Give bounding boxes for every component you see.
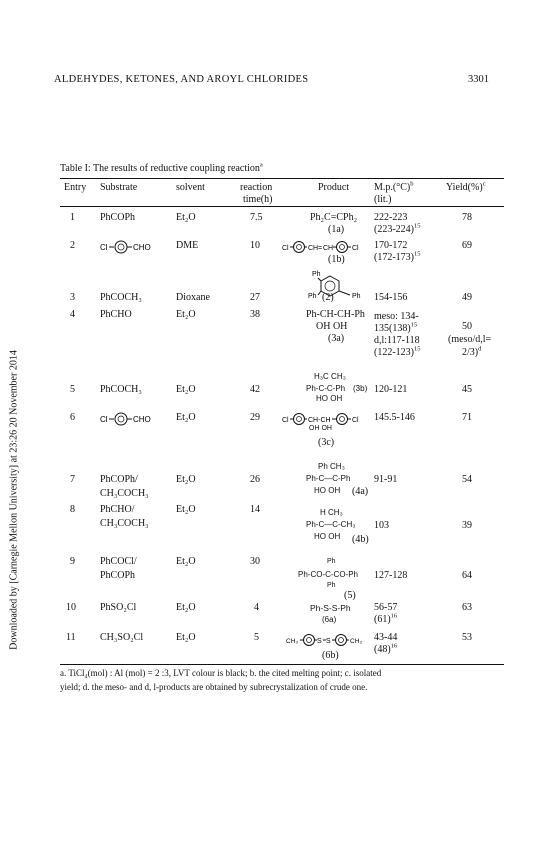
cell-product: Ph-C—C-Ph (306, 474, 351, 483)
cell-yield: 69 (462, 240, 472, 251)
cell-product-top: H₃C CH₃ (314, 372, 346, 381)
cell-solvent: Et₂O (176, 212, 196, 223)
cell-product: Ph-CH-CH-Ph (306, 309, 365, 320)
mp-lit-text: (172-173) (374, 252, 414, 263)
cell-entry: 1 (70, 212, 75, 223)
cell-entry: 9 (70, 556, 75, 567)
ph-label: Ph (308, 293, 317, 300)
cell-substrate: PhSO₂Cl (100, 602, 137, 613)
cell-product-id: (6b) (322, 650, 339, 661)
cl-label: Cl (282, 417, 289, 424)
col-product: Product (318, 182, 350, 193)
cho-label: CHO (133, 415, 151, 424)
cell-substrate-2: CH₃COCH₃ (100, 488, 149, 499)
cell-mp-line (374, 347, 421, 358)
cell-mp: 56-57 (374, 602, 398, 613)
caption-footnote-mark: a (259, 161, 263, 169)
download-watermark-text: Downloaded by [Carnegie Mellon University] at 23:26 20 November 2014 (8, 350, 20, 650)
cell-time: 7.5 (250, 212, 263, 223)
running-header: ALDEHYDES, KETONES, AND AROYL CHLORIDES (54, 74, 309, 85)
cell-yield: 71 (462, 412, 472, 423)
yield-line-text: 2/3) (462, 347, 479, 358)
chlorobenzaldehyde-structure (100, 412, 170, 426)
cell-mp: 222-223 (374, 212, 408, 223)
cell-yield-line (462, 347, 481, 358)
table-header-rule (60, 206, 504, 207)
cell-substrate: PhCHO (100, 309, 132, 320)
diol-3c-structure (282, 412, 374, 426)
cell-time: 42 (250, 384, 260, 395)
mp-ref: 15 (414, 345, 421, 353)
cell-yield: 63 (462, 602, 472, 613)
cell-entry: 5 (70, 384, 75, 395)
mp-lit-text: (223-224) (374, 224, 414, 235)
cell-time: 29 (250, 412, 260, 423)
cell-yield: 45 (462, 384, 472, 395)
cell-solvent: Et₂O (176, 474, 196, 485)
table-caption (60, 163, 263, 174)
cell-entry: 7 (70, 474, 75, 485)
cell-mp: 43-44 (374, 632, 398, 643)
col-yield (446, 182, 486, 193)
cl-label: Cl (352, 245, 359, 252)
col-mp-text: M.p.(°C) (374, 182, 411, 193)
cell-entry: 2 (70, 240, 75, 251)
cell-substrate-2: PhCOPh (100, 570, 136, 581)
ch3-label: CH₃ (286, 638, 299, 645)
cell-mp: 170-172 (374, 240, 408, 251)
cell-time: 27 (250, 292, 260, 303)
col-mp (374, 182, 413, 193)
cell-mp: 91-91 (374, 474, 398, 485)
mp-ref: 15 (414, 222, 421, 230)
cell-product: Ph-C-C-Ph (306, 384, 346, 393)
cell-yield: 49 (462, 292, 472, 303)
cl-label: Cl (100, 243, 108, 252)
cl-label: Cl (352, 417, 359, 424)
table-bottom-rule (60, 664, 504, 665)
cell-yield: 54 (462, 474, 472, 485)
cell-mp-lit (374, 644, 397, 655)
s-label: S (317, 638, 322, 645)
cell-substrate: PhCOCl/ (100, 556, 137, 567)
cl-label: Cl (282, 245, 289, 252)
cell-mp: 127-128 (374, 570, 408, 581)
cell-time: 5 (254, 632, 259, 643)
cell-product-top: Ph CH₃ (318, 462, 345, 471)
cell-product: Ph-C—C-CH₃ (306, 520, 356, 529)
mp-ref: 16 (390, 642, 398, 650)
cell-mp-line: meso: 134- (374, 311, 419, 322)
cell-product-top: H CH₃ (320, 508, 343, 517)
mp-line-text: 135(138) (374, 323, 411, 334)
cell-mp: 103 (374, 520, 389, 531)
mp-lit-text: (61) (374, 614, 391, 625)
cell-mp-line (374, 323, 417, 334)
cell-solvent: Et₂O (176, 309, 196, 320)
cell-substrate: PhCHO/ (100, 504, 135, 515)
table-footnotes (60, 666, 500, 694)
cell-solvent: DME (176, 240, 199, 251)
cell-solvent: Et₂O (176, 632, 196, 643)
cell-product-oh: HO OH (316, 394, 343, 403)
cell-product: Ph-CO-C-CO-Ph (298, 570, 359, 579)
col-time-2: time(h) (243, 194, 273, 205)
cell-product: Ph₂C=CPh₂ (310, 212, 358, 223)
cell-yield: 78 (462, 212, 472, 223)
caption-text: Table I: The results of reductive coupling reaction (60, 163, 260, 174)
cell-solvent: Et₂O (176, 556, 196, 567)
cell-product-id: (4a) (352, 486, 369, 497)
ditolyl-disulfide-structure (286, 632, 372, 648)
cell-entry: 11 (66, 632, 76, 643)
s-label: S (326, 638, 331, 645)
cell-substrate: PhCOCH₃ (100, 292, 142, 303)
cell-product-id: (1a) (328, 224, 345, 235)
col-yield-text: Yield(%) (446, 182, 483, 193)
cell-substrate: PhCOCH₃ (100, 384, 142, 395)
cell-mp-lit (374, 224, 421, 235)
col-substrate: Substrate (100, 182, 138, 193)
col-mp-2: (lit.) (374, 194, 392, 205)
ch-label: CH (323, 245, 334, 252)
cell-substrate: CH₃SO₂Cl (100, 632, 144, 643)
ph-label: Ph (312, 271, 321, 278)
cell-solvent: Et₂O (176, 602, 196, 613)
cell-product-id: (3b) (353, 384, 368, 393)
cell-solvent: Et₂O (176, 384, 196, 395)
cho-label: CHO (133, 243, 151, 252)
ch-label: CH (308, 245, 319, 252)
cell-mp: 120-121 (374, 384, 408, 395)
cell-entry: 6 (70, 412, 75, 423)
cell-product-oh: HO OH (314, 532, 341, 541)
cell-yield-line: (meso/d,l= (448, 334, 492, 345)
footnote-line: a. TiCl₄(mol) : Al (mol) = 2 :3, LVT colour is black; b. the cited melting point; c. isolated (60, 668, 382, 678)
download-watermark (4, 300, 24, 700)
cell-product-oh: OH OH (309, 425, 332, 432)
cell-product-id: (1b) (328, 254, 345, 265)
cell-time: 38 (250, 309, 260, 320)
table-top-rule (60, 178, 504, 179)
yield-mark: d (478, 345, 482, 353)
cl-label: Cl (100, 415, 108, 424)
chlorobenzaldehyde-structure (100, 240, 170, 254)
cell-time: 10 (250, 240, 260, 251)
cell-mp-lit (374, 252, 421, 263)
cell-mp-line: d,l:117-118 (374, 335, 420, 346)
ch3-label: CH₃ (350, 638, 363, 645)
col-mp-mark: b (410, 180, 414, 188)
cell-product-id: (4b) (352, 534, 369, 545)
cell-substrate: PhCOPh/ (100, 474, 138, 485)
cell-yield: 39 (462, 520, 472, 531)
cell-time: 4 (254, 602, 259, 613)
col-entry: Entry (64, 182, 87, 193)
cell-solvent: Et₂O (176, 412, 196, 423)
cell-product-oh: OH OH (316, 321, 348, 332)
svg-text:=: = (318, 245, 323, 252)
col-time-1: reaction (240, 182, 273, 193)
cell-product-id: (3c) (318, 437, 335, 448)
cell-entry: 4 (70, 309, 75, 320)
cell-product-id: (6a) (322, 615, 337, 624)
cell-solvent: Dioxane (176, 292, 210, 303)
cell-mp: 154-156 (374, 292, 408, 303)
cell-time: 30 (250, 556, 260, 567)
mp-line-text: (122-123) (374, 347, 414, 358)
cell-entry: 3 (70, 292, 75, 303)
cell-time: 14 (250, 504, 260, 515)
mp-ref: 15 (410, 321, 418, 329)
footnote-line: yield; d. the meso- and d, l-products are obtained by subrecrystalization of crude one. (60, 682, 368, 692)
cell-product-oh: HO OH (314, 486, 341, 495)
cell-product: Ph-S-S-Ph (310, 603, 351, 613)
mp-ref: 15 (414, 250, 421, 258)
cell-mp-lit (374, 614, 397, 625)
cell-yield: 64 (462, 570, 472, 581)
cell-time: 26 (250, 474, 260, 485)
mp-ref: 16 (390, 612, 398, 620)
page-number: 3301 (468, 74, 489, 85)
cell-product-bottom: Ph (327, 582, 336, 589)
col-solvent: solvent (176, 182, 205, 193)
cell-substrate: PhCOPh (100, 212, 136, 223)
ph-label: Ph (352, 293, 361, 300)
cell-product-id: (3a) (328, 333, 345, 344)
chch-label: CH-CH (308, 417, 331, 424)
mp-lit-text: (48) (374, 644, 391, 655)
cell-yield: 53 (462, 632, 472, 643)
cell-mp: 145.5-146 (374, 412, 415, 423)
cell-product-id: (5) (344, 590, 356, 601)
cell-entry: 8 (70, 504, 75, 515)
cell-yield: 50 (462, 321, 472, 332)
cell-product-top: Ph (327, 558, 336, 565)
cell-product-id: (2) (322, 292, 334, 303)
cell-entry: 10 (66, 602, 76, 613)
cell-substrate-2: CH₃COCH₃ (100, 518, 149, 529)
triphenylbenzene-structure (308, 266, 372, 306)
col-yield-mark: c (482, 180, 486, 188)
stilbene-structure (282, 240, 374, 254)
cell-solvent: Et₂O (176, 504, 196, 515)
